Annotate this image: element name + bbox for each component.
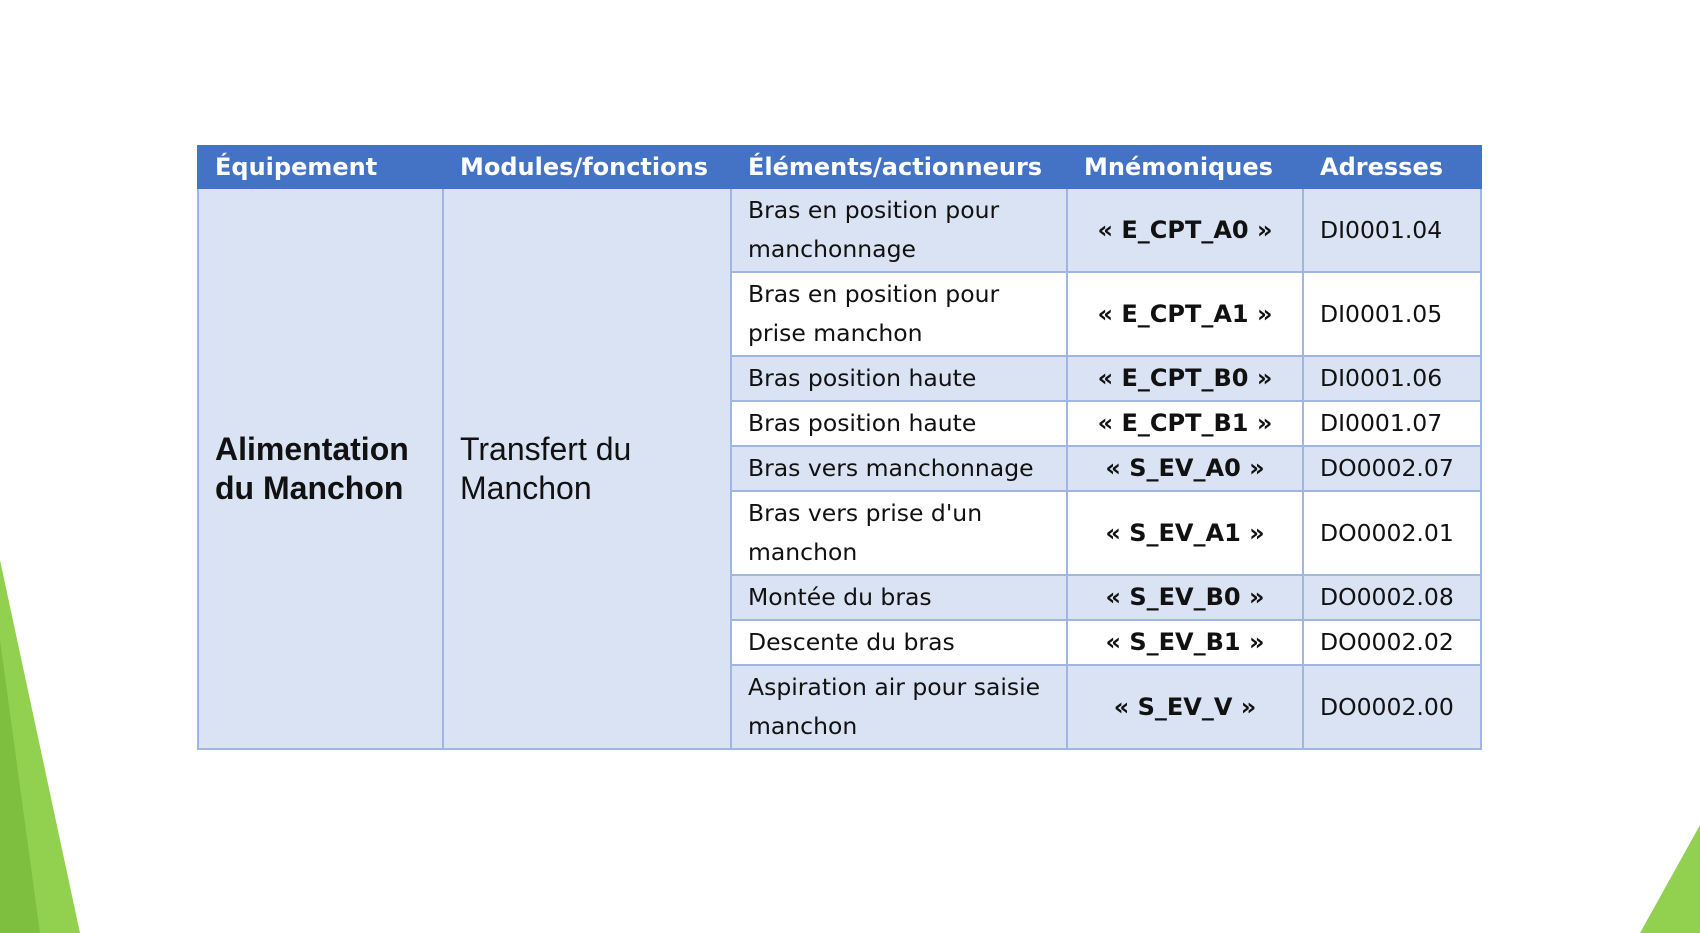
- header-adresses: Adresses: [1303, 146, 1481, 188]
- green-triangle-right: [1640, 825, 1700, 933]
- mnemonic-cell: « S_EV_A1 »: [1067, 491, 1303, 575]
- table-row: [198, 188, 1481, 272]
- element-cell: Bras position haute: [731, 401, 1067, 446]
- mnemonic-cell: « S_EV_B0 »: [1067, 575, 1303, 620]
- address-cell: DI0001.04: [1303, 188, 1481, 272]
- mnemonic-cell: « S_EV_B1 »: [1067, 620, 1303, 665]
- header-equipement: Équipement: [198, 146, 443, 188]
- element-cell: Bras position haute: [731, 356, 1067, 401]
- address-cell: DO0002.02: [1303, 620, 1481, 665]
- module-cell: Transfert du Manchon: [443, 188, 731, 749]
- element-cell: Bras vers prise d'un manchon: [731, 491, 1067, 575]
- table-header-row: [198, 146, 1481, 188]
- header-mnemoniques: Mnémoniques: [1067, 146, 1303, 188]
- mnemonic-cell: « E_CPT_A0 »: [1067, 188, 1303, 272]
- element-cell: Bras en position pour manchonnage: [731, 188, 1067, 272]
- mnemonic-cell: « E_CPT_A1 »: [1067, 272, 1303, 356]
- element-cell: Aspiration air pour saisie manchon: [731, 665, 1067, 749]
- io-mapping-table: [197, 145, 1482, 750]
- address-cell: DO0002.01: [1303, 491, 1481, 575]
- element-cell: Descente du bras: [731, 620, 1067, 665]
- address-cell: DO0002.08: [1303, 575, 1481, 620]
- address-cell: DO0002.00: [1303, 665, 1481, 749]
- header-elements: Éléments/actionneurs: [731, 146, 1067, 188]
- element-cell: Montée du bras: [731, 575, 1067, 620]
- mnemonic-cell: « E_CPT_B1 »: [1067, 401, 1303, 446]
- address-cell: DO0002.07: [1303, 446, 1481, 491]
- mnemonic-cell: « E_CPT_B0 »: [1067, 356, 1303, 401]
- header-modules: Modules/fonctions: [443, 146, 731, 188]
- address-cell: DI0001.05: [1303, 272, 1481, 356]
- equipment-cell: Alimentation du Manchon: [198, 188, 443, 749]
- mnemonic-cell: « S_EV_A0 »: [1067, 446, 1303, 491]
- address-cell: DI0001.06: [1303, 356, 1481, 401]
- address-cell: DI0001.07: [1303, 401, 1481, 446]
- element-cell: Bras en position pour prise manchon: [731, 272, 1067, 356]
- element-cell: Bras vers manchonnage: [731, 446, 1067, 491]
- mnemonic-cell: « S_EV_V »: [1067, 665, 1303, 749]
